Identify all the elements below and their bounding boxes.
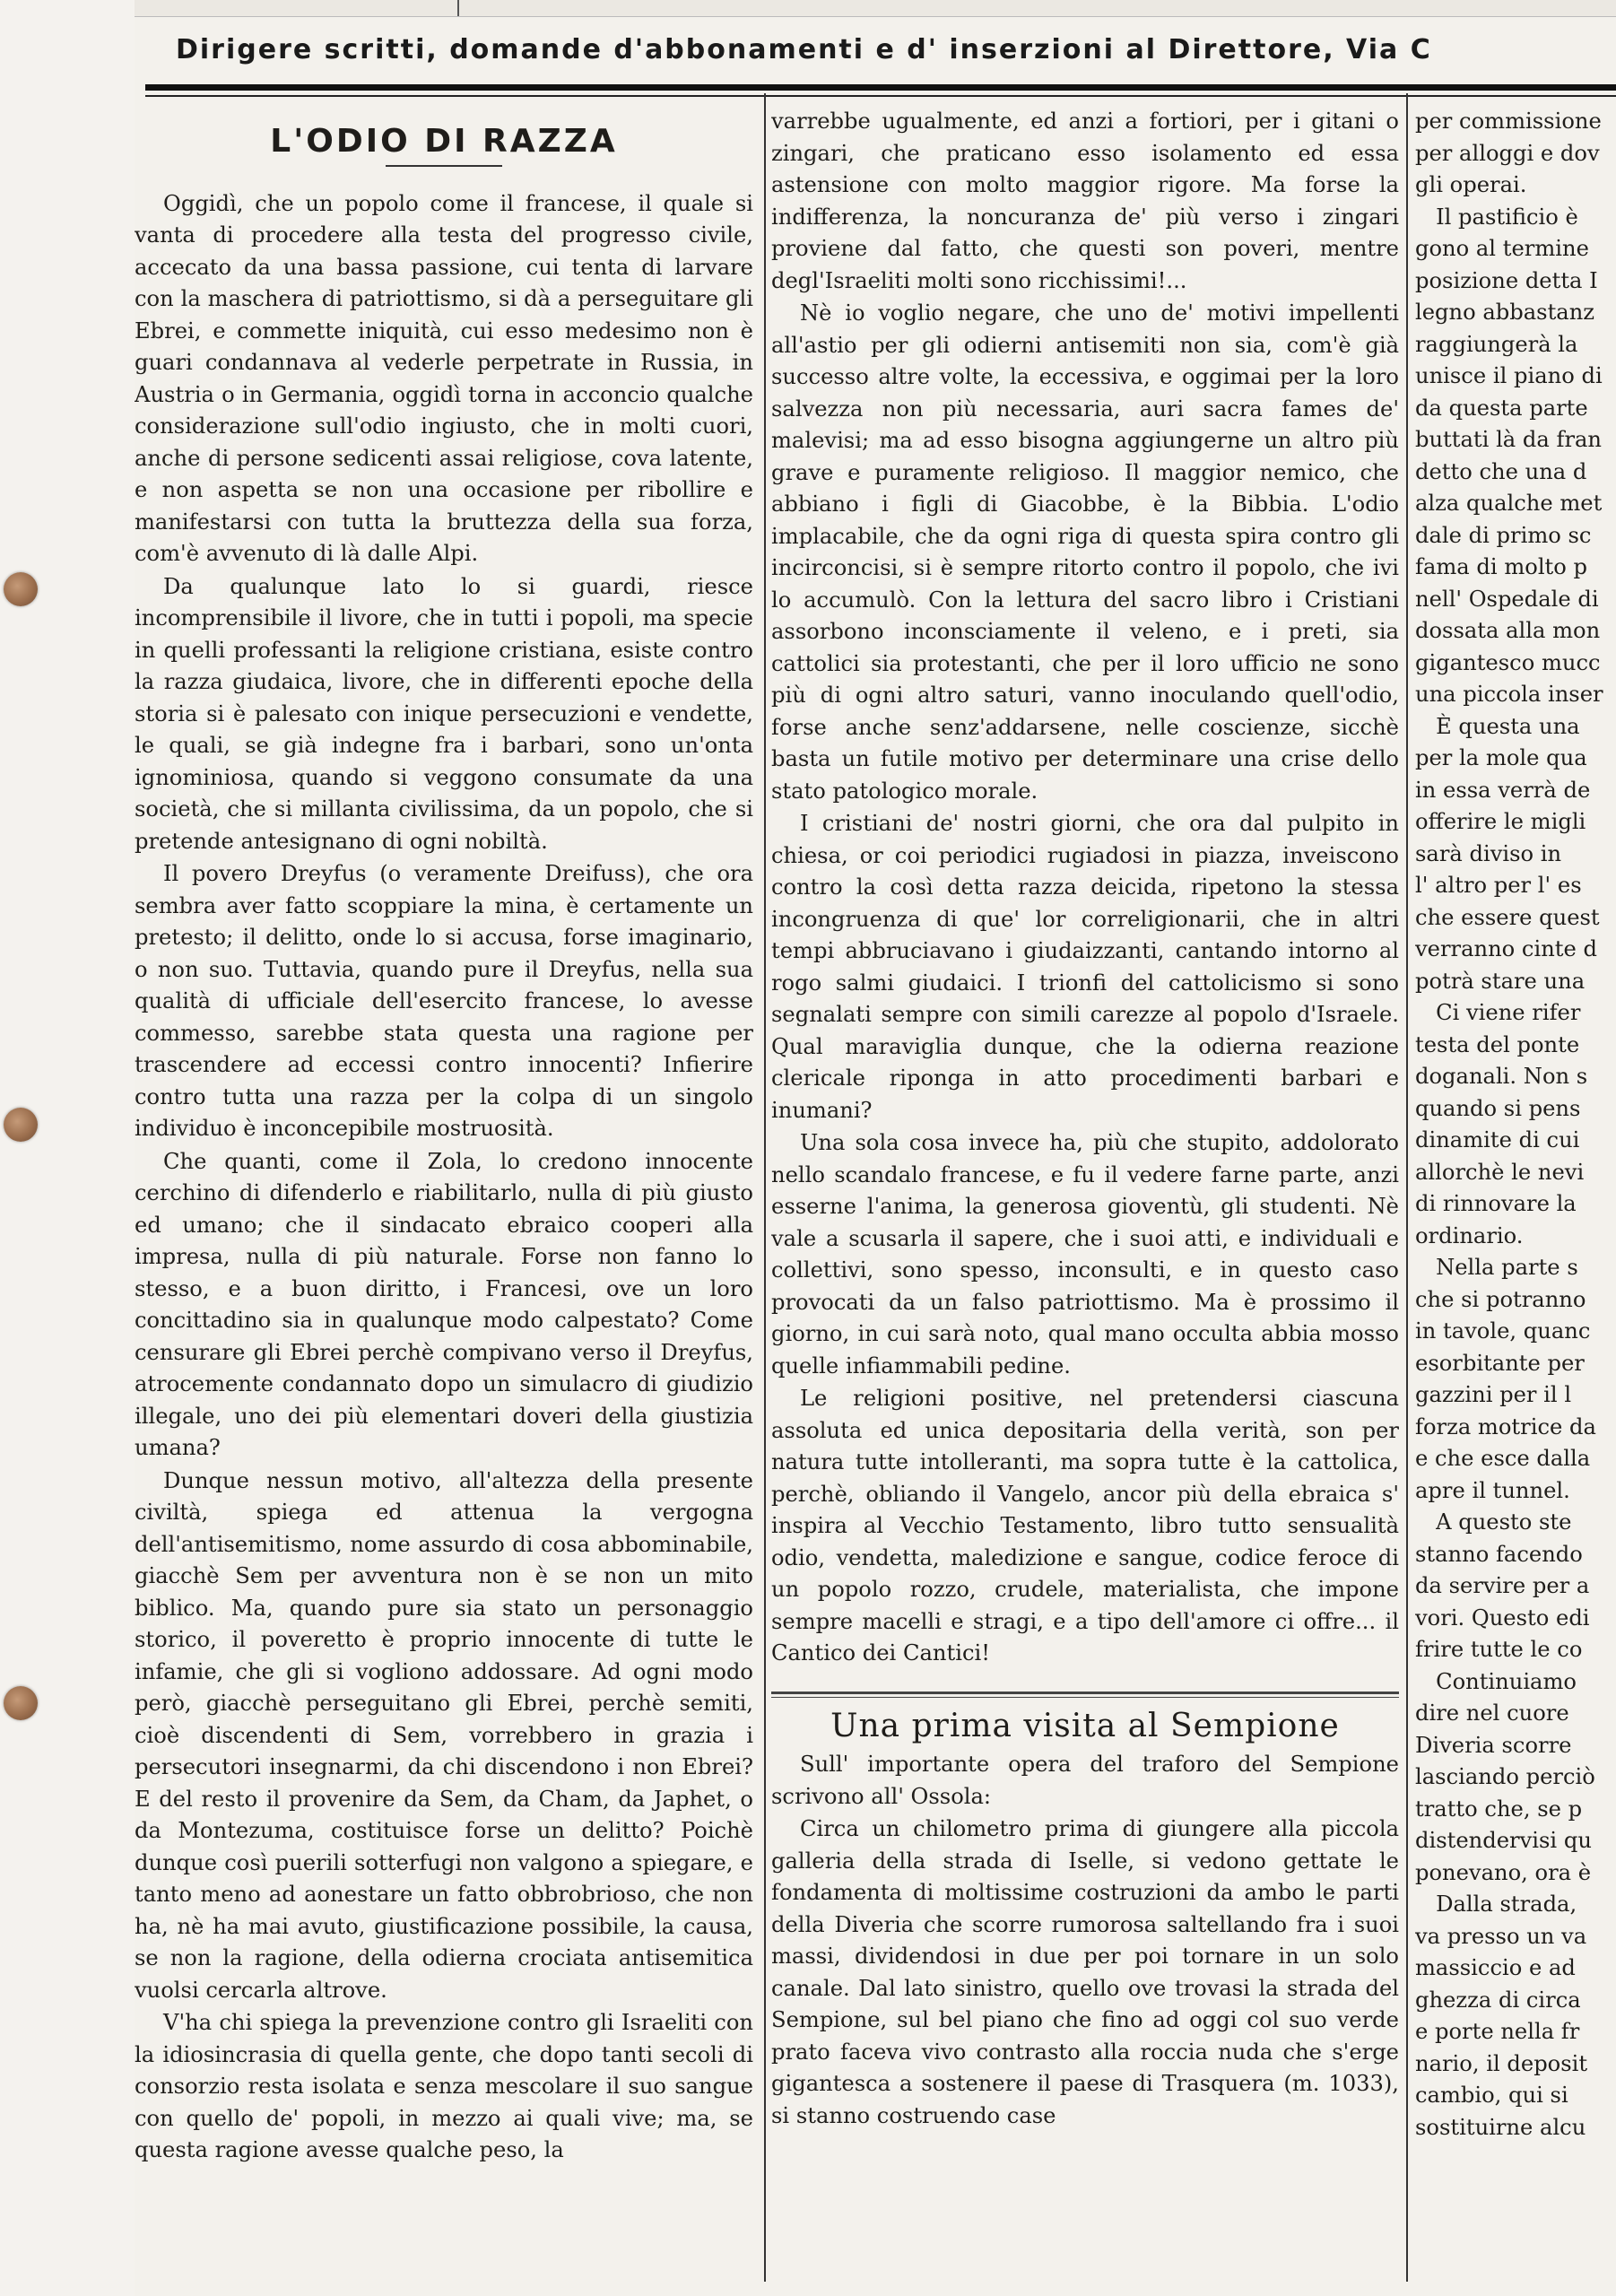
column-3-line: Ci viene rifer — [1415, 1000, 1581, 1025]
binder-hole — [4, 1108, 38, 1142]
column-3-line: per la mole qua — [1415, 745, 1587, 770]
column-3-line: gli operai. — [1415, 172, 1527, 197]
paragraph: Una sola cosa invece ha, più che stupito, addolorato nello scandalo francese, e fu il vedere farne parte, anzi esserne l'anima, la generosa gioventù, gli studenti. Nè vale a scusarla il sapere, che i suoi atti, e individuali e collettivi, sono spesso, inconsulti, e in questo caso provocati da un falso patriottismo. Ma è prossimo il giorno, in cui sarà noto, qual mano occulta abbia mosso quelle infiammabili pedine. — [771, 1130, 1399, 1378]
section-divider-thin — [771, 1697, 1399, 1698]
paragraph: varrebbe ugualmente, ed anzi a fortiori, per i gitani o zingari, che praticano esso isolamento ed essa astensione con molto maggior rigore. Ma forse la indifferenza, la noncuranza de' più verso i zingari proviene dal fatto, che questi son poveri, mentre degl'Israeliti molti sono ricchissimi!... — [771, 109, 1399, 293]
column-3-line: tratto che, se p — [1415, 1796, 1583, 1822]
column-3-line: allorchè le nevi — [1415, 1159, 1585, 1185]
column-3-line: di rinnovare la — [1415, 1191, 1577, 1216]
column-3-line: stanno facendo — [1415, 1541, 1583, 1567]
column-3-line: Dalla strada, — [1415, 1892, 1577, 1917]
column-3-line: in tavole, quanc — [1415, 1318, 1591, 1344]
column-3-line: testa del ponte — [1415, 1031, 1580, 1057]
column-3-line: gono al termine — [1415, 236, 1589, 261]
column-3-line: e che esce dalla — [1415, 1446, 1591, 1471]
column-3-line: frire tutte le co — [1415, 1637, 1583, 1662]
column-3-line: posizione detta I — [1415, 267, 1598, 293]
column-3-line: in essa verrà de — [1415, 777, 1591, 803]
column-1 — [135, 106, 753, 2276]
column-3-line: cambio, qui si — [1415, 2083, 1568, 2108]
paragraph: Dunque nessun motivo, all'altezza della presente civiltà, spiega ed attenua la vergogna dell'antisemitismo, nome assurdo di cosa abbominabile, giacchè Sem per avventura non è se non un mito biblico. Ma, quando pure sia stato un personaggio storico, il poveretto è proprio innocente di tutte le infamie, che gli si vogliono addossare. Ad ogni modo però, giacchè perseguitano gli Ebrei, perchè semiti, cioè discendenti di Sem, vorrebbero in grazia i persecutori insegnarmi, da chi discendono i non Ebrei? E del resto il provenire da Sem, da Cham, da Japhet, o da Montezuma, costituisce forse un delitto? Poichè dunque così puerili sotterfugi non valgono a spiegare, e tanto meno ad aonestare un fatto obbrobrioso, che non ha, nè ha mai avuto, giustificazione possibile, la causa, se non la ragione, della odierna crociata antisemitica vuolsi cercarla altrove. — [135, 1467, 753, 2003]
column-3-line: per commissione — [1415, 109, 1602, 134]
column-3-line: lasciando perciò — [1415, 1764, 1595, 1789]
paragraph: Nè io voglio negare, che uno de' motivi impellenti all'astio per gli odierni antisemiti non sia, com'è già successo altre volte, la eccessiva, e oggimai per la loro salvezza non più necessaria, auri sacra fames de' malevisi; ma ad esso bisogna aggiungerne un altro più grave e puramente religioso. Il maggior nemico, che abbiano i figli di Giacobbe, è la Bibbia. L'odio implacabile, che da ogni riga di questa spira contro gli incirconcisi, si è sempre ritorto contro il popolo, che ivi lo accumulò. Con la lettura del sacro libro i Cristiani assorbono inconsciamente il veleno, e i preti, sia cattolici sia protestanti, che per il loro ufficio ne sono più di ogni altro saturi, vanno inoculando quell'odio, forse anche senz'addarsene, nelle coscienze, sicchè basta un futile motivo per determinare una crise dello stato patologico morale. — [771, 300, 1399, 804]
column-3-line: che essere quest — [1415, 904, 1600, 930]
column-3-line: fama di molto p — [1415, 554, 1588, 579]
column-3-line: gazzini per il l — [1415, 1382, 1572, 1407]
column-3-line: doganali. Non s — [1415, 1064, 1588, 1089]
paragraph: Che quanti, come il Zola, lo credono innocente cerchino di difenderlo e riabilitarlo, nulla di più giusto ed umano; che il sindacato ebraico cooperi alla impresa, nulla di più naturale. Forse non fanno lo stesso, e a buon diritto, i Francesi, ove un loro concittadino sia in qualunque modo calpestato? Come censurare gli Ebrei perchè compivano verso il Dreyfus, atrocemente condannato dopo un simulacro di giudizio illegale, uno dei più elementari doveri della giustizia umana? — [135, 1148, 753, 1460]
paragraph: Circa un chilometro prima di giungere alla piccola galleria della strada di Iselle, si vedono gettate le fondamenta di moltissime costruzioni da ambo le parti della Diveria che scorre rumorosa saltellando fra i suoi massi, dividendosi in due per poi tornare in un solo canale. Dal lato sinistro, quello ove trovasi la strada del Sempione, sul bel piano che fino ad oggi col suo verde prato faceva vivo contrasto alla roccia nuda che s'erge gigantesca a sostenere il paese di Trasquera (m. 1033), si stanno costruendo case — [771, 1816, 1399, 2128]
column-3-line: da questa parte — [1415, 395, 1588, 421]
column-3-line: sarà diviso in — [1415, 840, 1562, 866]
column-divider — [1406, 93, 1408, 2282]
previous-page-strip — [135, 0, 1616, 17]
masthead-instructions: Dirigere scritti, domande d'abbonamenti e d' inserzioni al Direttore, Via C — [176, 34, 1432, 65]
paragraph: V'ha chi spiega la prevenzione contro gli Israeliti con la idiosincrasia di quella gente, che dopo tanti secoli di consorzio resta isolata e senza mescolare il suo sangue con quello de' popoli, in mezzo ai quali vive; ma, se questa ragione avesse qualche peso, la — [135, 2010, 753, 2162]
column-3-line: forza motrice da — [1415, 1413, 1596, 1439]
column-3-line: ponevano, ora è — [1415, 1859, 1592, 1885]
article-title: L'ODIO DI RAZZA — [270, 123, 618, 160]
column-3-line: dossata alla mon — [1415, 618, 1601, 643]
column-3-line: dale di primo sc — [1415, 522, 1592, 548]
column-3-line: raggiungerà la — [1415, 331, 1578, 357]
column-3-line: dinamite di cui — [1415, 1127, 1580, 1152]
column-3-line: per alloggi e dov — [1415, 140, 1600, 166]
column-3-line: apre il tunnel. — [1415, 1477, 1570, 1503]
article-title: Una prima visita al Sempione — [830, 1707, 1340, 1744]
column-2 — [771, 106, 1399, 2276]
column-3-line: Nella parte s — [1415, 1255, 1578, 1280]
column-3-line: Diveria scorre — [1415, 1732, 1572, 1758]
column-3-line: ordinario. — [1415, 1222, 1524, 1248]
column-3-line: buttati là da fran — [1415, 427, 1603, 452]
column-3-line: potrà stare una — [1415, 968, 1586, 994]
title-underline — [386, 165, 502, 167]
section-divider — [771, 1692, 1399, 1694]
column-3-line: detto che una d — [1415, 458, 1587, 484]
column-3-line: È questa una — [1415, 713, 1580, 739]
column-3-line: esorbitante per — [1415, 1350, 1585, 1376]
column-3-line: verranno cinte d — [1415, 936, 1597, 961]
column-3-line: dire nel cuore — [1415, 1700, 1569, 1726]
column-3-line: una piccola inser — [1415, 682, 1603, 707]
column-3-line: A questo ste — [1415, 1509, 1572, 1535]
column-3-line: distendervisi qu — [1415, 1828, 1592, 1853]
column-3-line: da servire per a — [1415, 1573, 1590, 1598]
column-3-line: sostituirne alcu — [1415, 2114, 1586, 2140]
column-3-line: e porte nella fr — [1415, 2019, 1580, 2044]
binder-hole — [4, 572, 38, 606]
binder-hole — [4, 1686, 38, 1720]
column-3-line: offerire le migli — [1415, 809, 1586, 834]
column-3-line: legno abbastanz — [1415, 300, 1595, 325]
column-3-line: nario, il deposit — [1415, 2050, 1588, 2076]
page-left-margin — [0, 0, 135, 2296]
column-3-line: l' altro per l' es — [1415, 873, 1582, 898]
column-3-line: gigantesco mucc — [1415, 649, 1601, 675]
paragraph: Da qualunque lato lo si guardi, riesce incomprensibile il livore, che in tutti i popoli, ma specie in quelli professanti la religione cristiana, esiste contro la razza giudaica, livore, che in differenti epoche della storia si è palesato con inique persecuzioni e vendette, le quali, se già indegne fra i barbari, sono un'onta ignominiosa, quando si veggono consumate da una società, che si millanta civilissima, da un popolo, che si pretende antesignano di ogni nobiltà. — [135, 573, 753, 854]
column-3-cropped — [1415, 106, 1616, 2276]
paragraph: I cristiani de' nostri giorni, che ora dal pulpito in chiesa, or coi periodici rugiadosi in piazza, inveiscono contro la così detta razza deicida, ripetono la stessa incongruenza di que' lor correligionarii, che in altri tempi abbruciavano i giudaizzanti, cantando intorno al rogo salmi giudaici. I trionfi del cattolicismo si sono segnalati sempre con simili carezze al popolo d'Israele. Qual maraviglia dunque, che la odierna reazione clericale riponga in atto procedimenti barbari e inumani? — [771, 811, 1399, 1123]
column-3-line: Il pastificio è — [1415, 204, 1578, 230]
column-3-line: alza qualche met — [1415, 491, 1603, 516]
column-3-line: massiccio e ad — [1415, 1955, 1576, 1980]
column-3-line: unisce il piano di — [1415, 363, 1603, 388]
header-rule-thin — [145, 95, 1616, 97]
column-3-line: che si potranno — [1415, 1286, 1586, 1312]
header-rule — [145, 84, 1616, 91]
column-3-line: ghezza di circa — [1415, 1987, 1581, 2013]
paragraph: Le religioni positive, nel pretendersi ciascuna assoluta ed unica depositaria della verità, son per natura tutte intolleranti, ma sopra tutte è la cattolica, perchè, obliando il Vangelo, ancor più della ebraica s' inspira al Vecchio Testamento, libro tutto sensualità odio, vendetta, maledizione e sangue, codice feroce di un popolo rozzo, crudele, materialista, che impone sempre macelli e stragi, e a tipo dell'amore ci offre... il Cantico dei Cantici! — [771, 1386, 1399, 1665]
column-3-line: nell' Ospedale di — [1415, 586, 1599, 612]
column-3-line: quando si pens — [1415, 1095, 1581, 1121]
paragraph: Il povero Dreyfus (o veramente Dreifuss), che ora sembra aver fatto scoppiare la mina, è certamente un pretesto; il delitto, onde lo si accusa, forse imaginario, o non suo. Tuttavia, quando pure il Dreyfus, nella sua qualità di ufficiale dell'esercito francese, lo avesse commesso, sarebbe stata questa una ragione per trascendere ad eccessi contro innocenti? Infierire contro tutta una razza per la colpa di un singolo individuo è inconcepibile mostruosità. — [135, 861, 753, 1141]
column-divider — [764, 93, 766, 2282]
column-3-line: Continuiamo — [1415, 1668, 1577, 1694]
column-3-line: vori. Questo edi — [1415, 1605, 1590, 1631]
article-intro: Sull' importante opera del traforo del Sempione scrivono all' Ossola: — [771, 1752, 1399, 1809]
column-3-line: va presso un va — [1415, 1923, 1587, 1949]
paragraph: Oggidì, che un popolo come il francese, il quale si vanta di procedere alla testa del progresso civile, accecato da una bassa passione, cui tenta di larvare con la maschera di patriottismo, si dà a perseguitare gli Ebrei, e commette iniquità, cui esso medesimo non è guari condannava al vederle perpetrate in Russia, in Austria o in Germania, oggidì torna in acconcio qualche considerazione sull'odio ingiusto, che in molti cuori, anche di persone sedicenti assai religiose, cova latente, e non aspetta se non una occasione per ribollire e manifestarsi con tutta la bruttezza della sua forza, com'è avvenuto di là dalle Alpi. — [135, 190, 753, 566]
